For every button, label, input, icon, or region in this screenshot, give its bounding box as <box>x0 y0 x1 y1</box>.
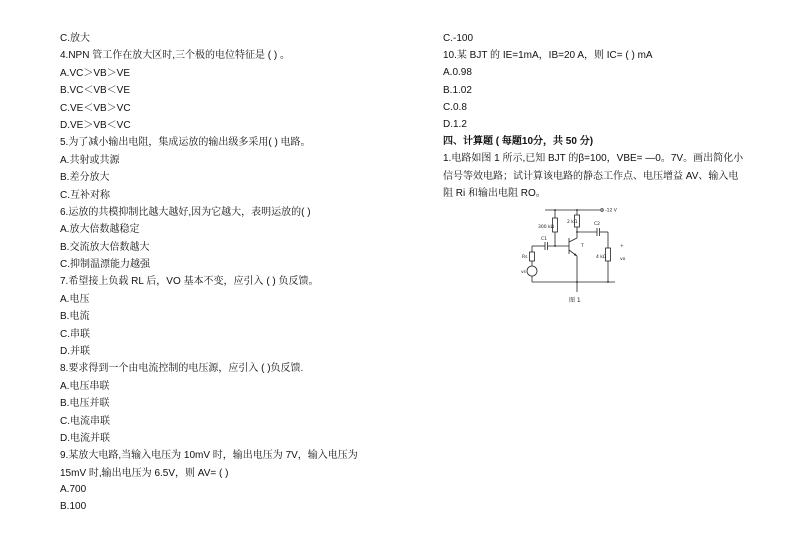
vs-label: vs <box>521 270 527 275</box>
rb-label: 300 kΩ <box>538 225 555 230</box>
q4-stem: 4.NPN 管工作在放大区时,三个极的电位特征是 ( ) 。 <box>60 50 291 62</box>
q6-option-c: C.抑制温漂能力越强 <box>60 259 150 271</box>
q6-option-b: B.交流放大倍数越大 <box>60 241 150 253</box>
right-column <box>443 30 763 202</box>
rs-label: Rs <box>522 255 528 260</box>
supply-label: -12 V <box>605 208 617 214</box>
q5-option-a: A.共射或共源 <box>60 154 120 166</box>
section-title: 四、计算题 ( 每题10分，共 50 分) <box>443 136 594 148</box>
rl-label: 4 kΩ <box>596 255 607 260</box>
q7-option-c: C.串联 <box>60 328 90 340</box>
q7-option-b: B.电流 <box>60 311 90 323</box>
q4-option-a: A.VC＞VB＞VE <box>60 67 131 79</box>
q4-option-b: B.VC＜VB＜VE <box>60 85 131 97</box>
q9-option-c: C.-100 <box>443 33 474 44</box>
transistor-label: T <box>581 244 584 249</box>
q6-stem: 6.运放的共模抑制比越大越好,因为它越大，表明运放的( ) <box>60 206 311 218</box>
plus-label: + <box>620 244 624 249</box>
q3-option-c: C.放大 <box>60 33 90 44</box>
q9-stem-line2: 15mV 时,输出电压为 6.5V，则 AV= ( ) <box>60 467 229 479</box>
q8-option-b: B.电压并联 <box>60 398 110 410</box>
q9-option-a: A.700 <box>60 483 87 495</box>
q4-option-d: D.VE＞VB＜VC <box>60 119 131 131</box>
q10-option-a: A.0.98 <box>443 67 472 79</box>
q8-stem: 8.要求得到一个由电流控制的电压源，应引入 ( )负反馈. <box>60 363 304 375</box>
vo-label: vo <box>620 257 626 262</box>
left-column <box>60 30 390 515</box>
q8-option-d: D.电流并联 <box>60 432 110 444</box>
problem1-line3: 阻 Ri 和输出电阻 RO。 <box>443 187 546 199</box>
q10-stem: 10.某 BJT 的 IE=1mA，IB=20 A，则 IC= ( ) mA <box>443 50 653 62</box>
q5-stem: 5.为了减小输出电阻，集成运放的输出级多采用( ) 电路。 <box>60 137 311 149</box>
problem1-line2: 信号等效电路；试计算该电路的静态工作点、电压增益 AV、输入电 <box>443 170 739 182</box>
q4-option-c: C.VE＜VB＞VC <box>60 102 131 114</box>
q10-option-c: C.0.8 <box>443 101 467 113</box>
q10-option-b: B.1.02 <box>443 84 472 96</box>
q8-option-c: C.电流串联 <box>60 415 110 427</box>
q5-option-b: B.差分放大 <box>60 172 110 184</box>
q7-option-a: A.电压 <box>60 293 90 305</box>
circuit-figure <box>505 200 640 308</box>
q9-option-b: B.100 <box>60 500 87 512</box>
q7-option-d: D.并联 <box>60 346 90 358</box>
circuit-diagram <box>505 200 640 308</box>
q10-option-d: D.1.2 <box>443 118 467 130</box>
figure-caption: 图 1 <box>569 297 581 304</box>
c2-label: C2 <box>594 222 601 227</box>
q9-stem-line1: 9.某放大电路,当输入电压为 10mV 时，输出电压为 7V，输入电压为 <box>60 450 358 462</box>
q7-stem: 7.希望接上负载 RL 后，VO 基本不变，应引入 ( ) 负反馈。 <box>60 276 319 288</box>
q8-option-a: A.电压串联 <box>60 380 110 392</box>
q5-option-c: C.互补对称 <box>60 189 110 201</box>
c1-label: C1 <box>541 237 548 242</box>
problem1-line1: 1.电路如图 1 所示,已知 BJT 的β=100，VBE= —0。7V。画出简化小 <box>443 153 744 165</box>
q6-option-a: A.放大倍数越稳定 <box>60 224 140 236</box>
rc-label: 2 kΩ <box>567 220 578 225</box>
